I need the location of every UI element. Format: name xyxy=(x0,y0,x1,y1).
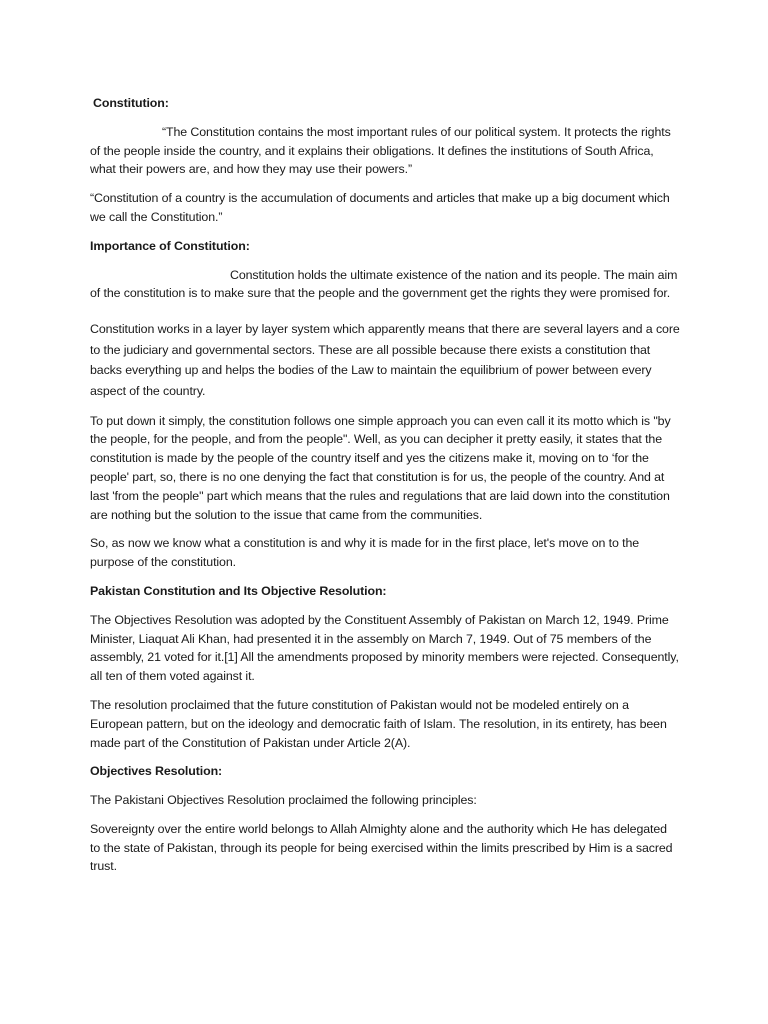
importance-paragraph-2: Constitution works in a layer by layer system which apparently means that there are several layers and a core to the judiciary and governmental sectors. These are all possible because there exists a constitution that backs everything up and helps the bodies of the Law to maintain the equilibrium of power between every aspect of the country. xyxy=(90,322,680,398)
quote-paragraph-1: “The Constitution contains the most important rules of our political system. It protects the rights of the people inside the country, and it explains their obligations. It defines the institutions of South Africa, what their powers are, and how they may use their powers.” xyxy=(90,124,671,177)
heading-importance: Importance of Constitution: xyxy=(90,238,250,253)
pakistan-paragraph-2: The resolution proclaimed that the future constitution of Pakistan would not be modeled entirely on a European pattern, but on the ideology and democratic faith of Islam. The resolution, in its entirety, has been made part of the Constitution of Pakistan under Article 2(A). xyxy=(90,697,667,750)
pakistan-paragraph-1: The Objectives Resolution was adopted by the Constituent Assembly of Pakistan on March 12, 1949. Prime Minister, Liaquat Ali Khan, had presented it in the assembly on March 7, 1949. Out of 75 members of the assembly, 21 voted for it.[1] All the amendments proposed by minority members were rejected. Consequently, all ten of them voted against it. xyxy=(90,612,679,684)
objectives-paragraph-1: The Pakistani Objectives Resolution proclaimed the following principles: xyxy=(90,793,477,808)
heading-pakistan-constitution: Pakistan Constitution and Its Objective Resolution: xyxy=(90,583,387,598)
objectives-paragraph-2: Sovereignty over the entire world belongs to Allah Almighty alone and the authority which He has delegated to the state of Pakistan, through its people for being exercised within the limits prescribed by Him is a sacred trust. xyxy=(90,821,673,874)
heading-objectives-resolution: Objectives Resolution: xyxy=(90,764,223,779)
importance-paragraph-1: Constitution holds the ultimate existence of the nation and its people. The main aim of the constitution is to make sure that the people and the government get the rights they were promised for. xyxy=(90,267,678,301)
document-body xyxy=(90,94,680,886)
importance-paragraph-4: So, as now we know what a constitution is and why it is made for in the first place, let's move on to the purpose of the constitution. xyxy=(90,536,640,570)
quote-paragraph-2: “Constitution of a country is the accumulation of documents and articles that make up a big document which we call the Constitution.” xyxy=(90,191,670,224)
heading-constitution: Constitution: xyxy=(93,96,169,110)
importance-paragraph-3: To put down it simply, the constitution follows one simple approach you can even call it its motto which is "by the people, for the people, and from the people". Well, as you can decipher it pretty easily, it states that the constitution is made by the people of the country itself and yes the citizens make it, moving on to ‘for the people' part, so, there is no one denying the fact that constitution is for us, the people of the country. And at last 'from the people" part which means that the rules and regulations that are laid down into the constitution are nothing but the solution to the issue that came from the communities. xyxy=(90,413,671,522)
